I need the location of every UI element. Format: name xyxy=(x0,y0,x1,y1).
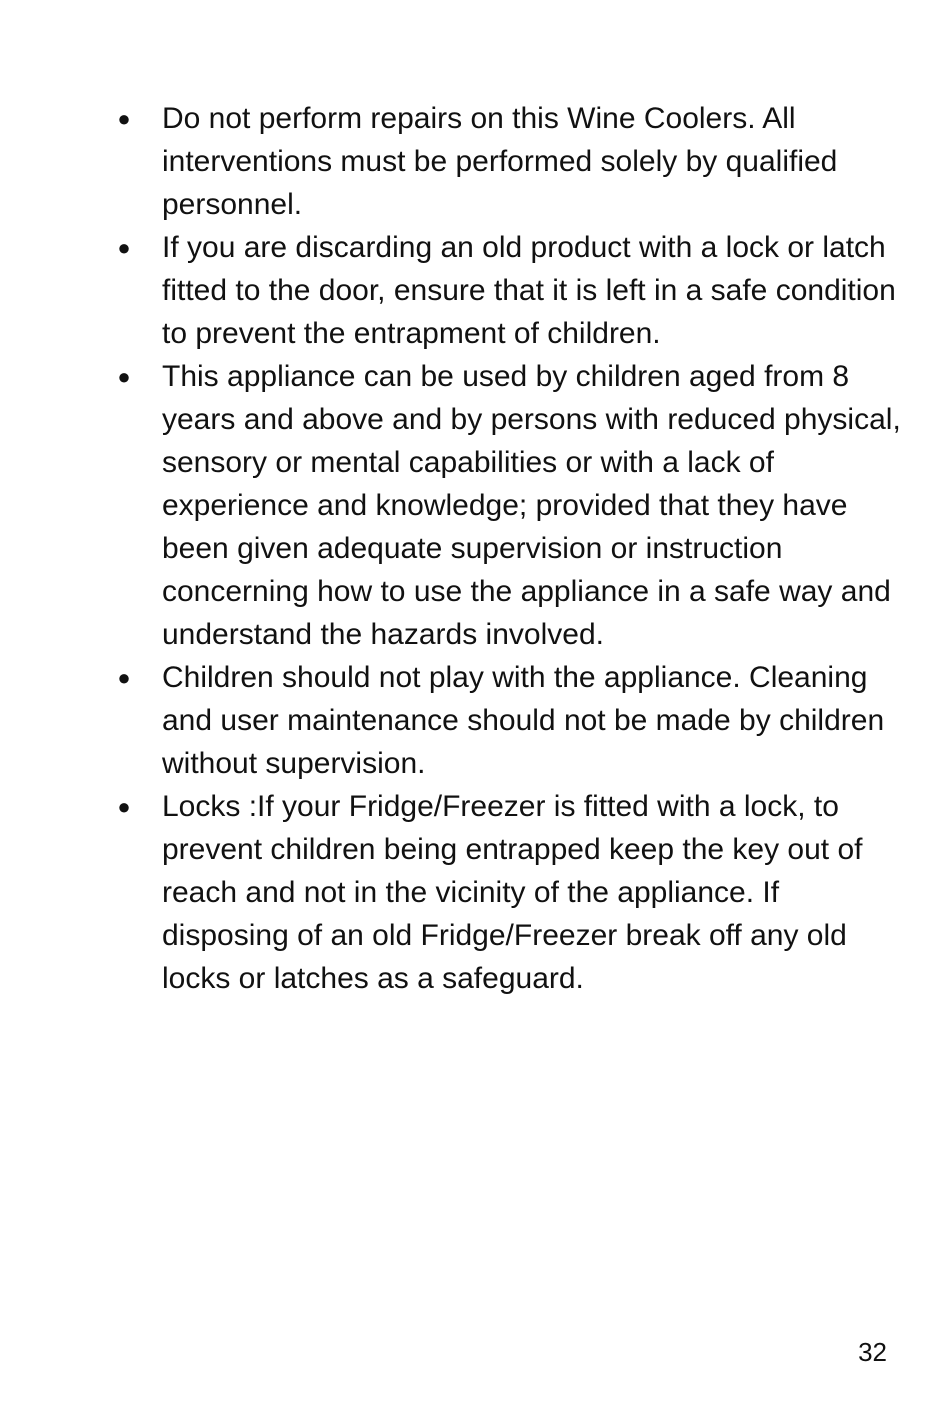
safety-bullet-list xyxy=(112,97,902,1000)
bullet-dot-icon xyxy=(114,656,134,699)
bullet-text: Children should not play with the appliance. Cleaning and user maintenance should not be made by children without supervision. xyxy=(162,661,885,780)
bullet-dot-icon xyxy=(114,355,134,398)
bullet-dot-icon xyxy=(114,785,134,828)
bullet-dot-icon xyxy=(114,226,134,269)
bullet-text: Locks :If your Fridge/Freezer is fitted with a lock, to prevent children being entrapped keep the key out of reach and not in the vicinity of the appliance. If disposing of an old Fridge/Freezer break off any old locks or latches as a safeguard. xyxy=(162,790,863,995)
bullet-text: Do not perform repairs on this Wine Coolers. All interventions must be performed solely by qualified personnel. xyxy=(162,102,838,221)
bullet-item xyxy=(112,656,902,785)
bullet-item xyxy=(112,97,902,226)
bullet-item xyxy=(112,785,902,1000)
bullet-dot-icon xyxy=(114,97,134,140)
page-number: 32 xyxy=(858,1337,887,1367)
bullet-text: This appliance can be used by children aged from 8 years and above and by persons with reduced physical, sensory or mental capabilities or with a lack of experience and knowledge; provided that they have been given adequate supervision or instruction concerning how to use the appliance in a safe way and understand the hazards involved. xyxy=(162,360,901,651)
bullet-item xyxy=(112,355,902,656)
bullet-text: If you are discarding an old product with a lock or latch fitted to the door, ensure that it is left in a safe condition to prevent the entrapment of children. xyxy=(162,231,896,350)
bullet-item xyxy=(112,226,902,355)
